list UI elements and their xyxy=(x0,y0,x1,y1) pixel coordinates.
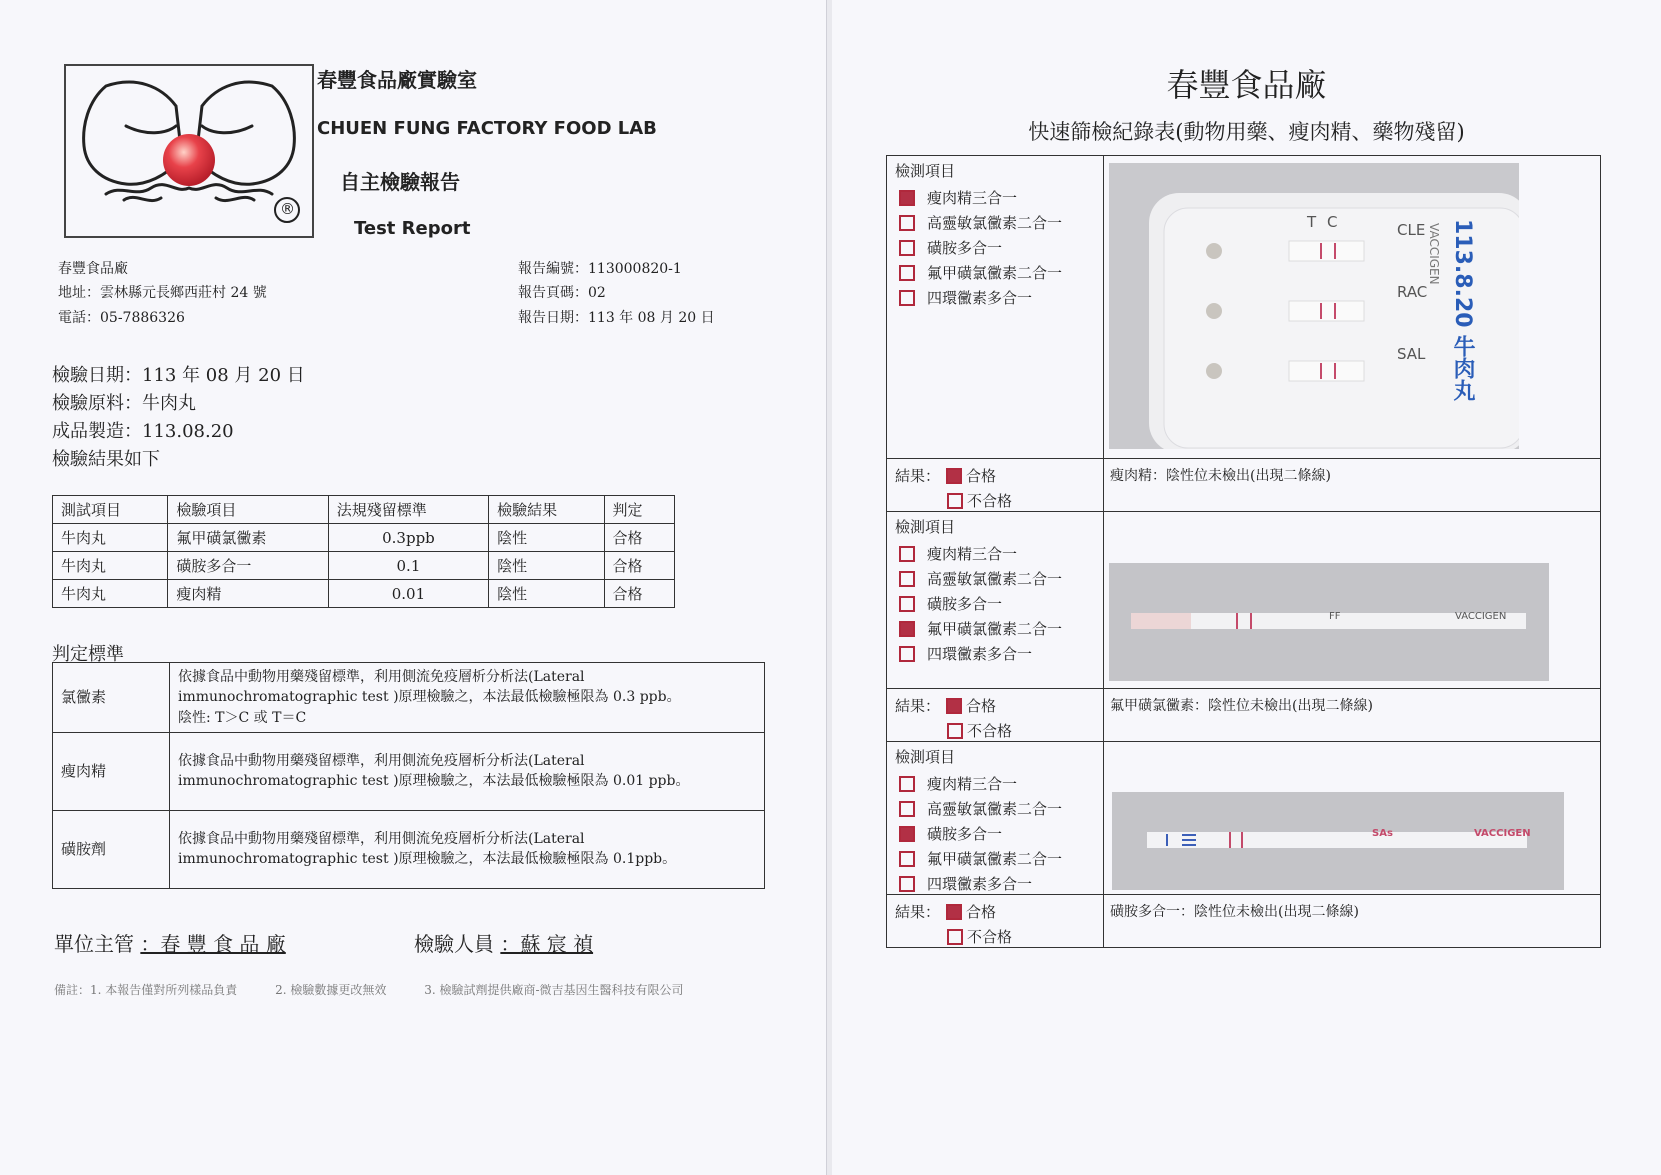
checkbox-checked-icon xyxy=(899,826,915,842)
criteria-negative-rule: 陰性: T＞C 或 T＝C xyxy=(178,709,307,726)
checkbox-empty-icon xyxy=(947,493,963,509)
results-header-cell: 檢驗結果 xyxy=(489,496,604,524)
test-item-label: 氟甲磺氯黴素二合一 xyxy=(927,620,1063,638)
result-label: 結果： xyxy=(895,697,941,715)
results-header-cell: 判定 xyxy=(604,496,674,524)
test-items-list xyxy=(887,156,1104,458)
test-item xyxy=(895,616,1095,641)
checkbox-checked-icon xyxy=(946,468,962,484)
cassette-label-rac: RAC xyxy=(1397,283,1428,301)
table-cell: 0.01 xyxy=(328,580,488,608)
record-subtitle: 快速篩檢紀錄表(動物用藥、瘦肉精、藥物殘留) xyxy=(1028,120,1465,144)
test-item-label: 瘦肉精三合一 xyxy=(927,775,1018,793)
result-options xyxy=(887,895,1104,947)
report-number: 報告編號：113000820-1 xyxy=(518,261,682,277)
test-item-label: 磺胺多合一 xyxy=(927,825,1003,843)
test-item xyxy=(895,771,1095,796)
checkbox-empty-icon xyxy=(899,776,915,792)
result-description: 磺胺多合一：陰性位未檢出(出現二條線) xyxy=(1110,904,1359,920)
test-item xyxy=(895,871,1095,896)
screening-sections xyxy=(886,155,1601,948)
table-cell: 合格 xyxy=(604,580,674,608)
results-header-row xyxy=(53,496,675,524)
test-item xyxy=(895,541,1095,566)
test-item xyxy=(895,846,1095,871)
table-cell: 牛肉丸 xyxy=(53,524,168,552)
checkbox-checked-icon xyxy=(899,190,915,206)
test-item xyxy=(895,821,1095,846)
inspector-signature xyxy=(414,928,593,957)
test-item-label: 磺胺多合一 xyxy=(927,595,1003,613)
table-row xyxy=(53,552,675,580)
table-row xyxy=(53,580,675,608)
pass-label: 合格 xyxy=(966,467,997,485)
test-date: 檢驗日期：113 年 08 月 20 日 xyxy=(52,365,305,386)
criteria-table xyxy=(52,662,765,889)
table-cell: 氟甲磺氯黴素 xyxy=(168,524,328,552)
table-row xyxy=(53,524,675,552)
test-item-label: 高靈敏氯黴素二合一 xyxy=(927,570,1063,588)
checkbox-checked-icon xyxy=(899,621,915,637)
test-item-label: 磺胺多合一 xyxy=(927,239,1003,257)
table-cell: 0.1 xyxy=(328,552,488,580)
fail-label: 不合格 xyxy=(967,928,1013,946)
criteria-category: 磺胺劑 xyxy=(53,810,170,888)
test-material: 檢驗原料：牛肉丸 xyxy=(52,393,196,414)
criteria-text xyxy=(170,663,765,733)
note-item: 2. 檢驗數據更改無效 xyxy=(275,983,387,997)
result-label: 結果： xyxy=(895,903,941,921)
note-item: 備註：1. 本報告僅對所列樣品負責 xyxy=(54,983,238,997)
test-item xyxy=(895,285,1095,310)
test-item xyxy=(895,796,1095,821)
lab-name: 春豐食品廠實驗室 xyxy=(317,68,477,92)
checkbox-empty-icon xyxy=(947,929,963,945)
test-item-label: 高靈敏氯黴素二合一 xyxy=(927,214,1063,232)
checkbox-empty-icon xyxy=(899,646,915,662)
lab-logo xyxy=(64,64,314,238)
report-page xyxy=(0,0,827,1175)
strip-code: FF xyxy=(1329,611,1341,622)
result-intro: 檢驗結果如下 xyxy=(52,449,160,470)
result-description: 氟甲磺氯黴素：陰性位未檢出(出現二條線) xyxy=(1110,698,1373,714)
results-header-cell: 測試項目 xyxy=(53,496,168,524)
checkbox-empty-icon xyxy=(899,876,915,892)
table-cell: 合格 xyxy=(604,552,674,580)
table-row xyxy=(53,810,765,888)
checkbox-empty-icon xyxy=(899,265,915,281)
table-cell: 牛肉丸 xyxy=(53,552,168,580)
test-cassette-photo xyxy=(1109,163,1519,449)
test-item-label: 四環黴素多合一 xyxy=(927,289,1033,307)
test-item xyxy=(895,641,1095,666)
table-row xyxy=(53,732,765,810)
checkbox-empty-icon xyxy=(899,801,915,817)
checkbox-empty-icon xyxy=(899,240,915,256)
checkbox-empty-icon xyxy=(899,571,915,587)
checkbox-empty-icon xyxy=(899,290,915,306)
supervisor-value: ：春 豐 食 品 廠 xyxy=(140,932,286,956)
test-strip-photo xyxy=(1112,792,1564,890)
checkbox-empty-icon xyxy=(899,596,915,612)
test-cassette-photo-cell xyxy=(1104,156,1600,458)
test-strip-photo xyxy=(1109,563,1549,681)
checkbox-empty-icon xyxy=(899,215,915,231)
cassette-label-sal: SAL xyxy=(1397,345,1426,363)
items-header: 檢測項目 xyxy=(895,162,956,180)
table-cell: 陰性 xyxy=(489,580,604,608)
report-title-en: Test Report xyxy=(354,218,471,239)
table-row xyxy=(53,663,765,733)
supervisor-label: 單位主管 xyxy=(54,932,134,956)
result-options xyxy=(887,459,1104,511)
strip-brand: VACCIGEN xyxy=(1455,611,1507,622)
test-item xyxy=(895,210,1095,235)
test-items-list xyxy=(887,512,1104,688)
pass-label: 合格 xyxy=(966,697,997,715)
test-item-label: 四環黴素多合一 xyxy=(927,645,1033,663)
cassette-label-cle: CLE xyxy=(1397,221,1426,239)
cassette-brand: VACCIGEN xyxy=(1427,223,1441,285)
test-item-label: 四環黴素多合一 xyxy=(927,875,1033,893)
criteria-title: 判定標準 xyxy=(52,644,124,665)
test-item-label: 高靈敏氯黴素二合一 xyxy=(927,800,1063,818)
pass-label: 合格 xyxy=(966,903,997,921)
test-strip-photo-cell xyxy=(1104,512,1600,688)
registered-mark: ® xyxy=(280,200,295,218)
criteria-description: 依據食品中動物用藥殘留標準，利用側流免疫層析分析法(Lateral immunochromatographic test )原理檢驗之，本法最低檢驗極限為 0.01 ppb。 xyxy=(170,732,765,810)
criteria-description: 依據食品中動物用藥殘留標準，利用側流免疫層析分析法(Lateral immunochromatographic test )原理檢驗之，本法最低檢驗極限為 0.1ppb。 xyxy=(170,810,765,888)
supervisor-signature xyxy=(54,928,286,957)
screening-section xyxy=(887,742,1600,947)
screening-section xyxy=(887,156,1600,512)
strip-code: SAs xyxy=(1372,828,1393,839)
table-cell: 陰性 xyxy=(489,524,604,552)
test-item-label: 瘦肉精三合一 xyxy=(927,189,1018,207)
test-item xyxy=(895,260,1095,285)
handwritten-note: 113.8.20 牛肉丸 xyxy=(1450,219,1475,402)
results-header-cell: 檢驗項目 xyxy=(168,496,328,524)
table-cell: 合格 xyxy=(604,524,674,552)
inspector-label: 檢驗人員 xyxy=(414,932,494,956)
checkbox-empty-icon xyxy=(947,723,963,739)
checkbox-empty-icon xyxy=(899,851,915,867)
company-name: 春豐食品廠 xyxy=(58,261,128,277)
table-cell: 牛肉丸 xyxy=(53,580,168,608)
result-options xyxy=(887,689,1104,741)
product-date: 成品製造：113.08.20 xyxy=(52,421,234,442)
checkbox-checked-icon xyxy=(946,904,962,920)
company-address: 地址：雲林縣元長鄉西莊村 24 號 xyxy=(58,285,267,301)
screening-section xyxy=(887,512,1600,742)
cassette-label-t: T xyxy=(1307,213,1317,231)
screening-record-page xyxy=(832,0,1661,1175)
test-item-label: 瘦肉精三合一 xyxy=(927,545,1018,563)
report-title: 自主檢驗報告 xyxy=(340,170,460,194)
fail-label: 不合格 xyxy=(967,722,1013,740)
result-label: 結果： xyxy=(895,467,941,485)
report-notes xyxy=(54,980,764,1002)
test-item-label: 氟甲磺氯黴素二合一 xyxy=(927,850,1063,868)
inspector-value: ：蘇 宸 禎 xyxy=(500,932,594,956)
result-description: 瘦肉精：陰性位未檢出(出現二條線) xyxy=(1110,468,1331,484)
table-cell: 0.3ppb xyxy=(328,524,488,552)
results-header-cell: 法規殘留標準 xyxy=(328,496,488,524)
test-item-label: 氟甲磺氯黴素二合一 xyxy=(927,264,1063,282)
test-item xyxy=(895,235,1095,260)
checkbox-checked-icon xyxy=(946,698,962,714)
report-page-number: 報告頁碼：02 xyxy=(518,285,606,301)
test-item xyxy=(895,566,1095,591)
test-item xyxy=(895,591,1095,616)
items-header: 檢測項目 xyxy=(895,518,956,536)
test-strip-photo-cell xyxy=(1104,742,1600,894)
criteria-category: 瘦肉精 xyxy=(53,732,170,810)
company-phone: 電話：05-7886326 xyxy=(58,310,185,326)
table-cell: 陰性 xyxy=(489,552,604,580)
results-table xyxy=(52,495,675,608)
table-cell: 磺胺多合一 xyxy=(168,552,328,580)
test-items-list xyxy=(887,742,1104,894)
table-cell: 瘦肉精 xyxy=(168,580,328,608)
criteria-category: 氯黴素 xyxy=(53,663,170,733)
fail-label: 不合格 xyxy=(967,492,1013,510)
record-title: 春豐食品廠 xyxy=(1166,66,1327,104)
cassette-label-c: C xyxy=(1327,213,1338,231)
lab-name-en: CHUEN FUNG FACTORY FOOD LAB xyxy=(317,118,657,139)
report-date: 報告日期：113 年 08 月 20 日 xyxy=(518,310,715,326)
strip-brand: VACCIGEN xyxy=(1474,828,1531,839)
criteria-description: 依據食品中動物用藥殘留標準，利用側流免疫層析分析法(Lateral immunochromatographic test )原理檢驗之，本法最低檢驗極限為 0.3 ppb。 xyxy=(178,669,681,706)
items-header: 檢測項目 xyxy=(895,748,956,766)
test-item xyxy=(895,185,1095,210)
note-item: 3. 檢驗試劑提供廠商-微吉基因生醫科技有限公司 xyxy=(424,983,684,997)
checkbox-empty-icon xyxy=(899,546,915,562)
